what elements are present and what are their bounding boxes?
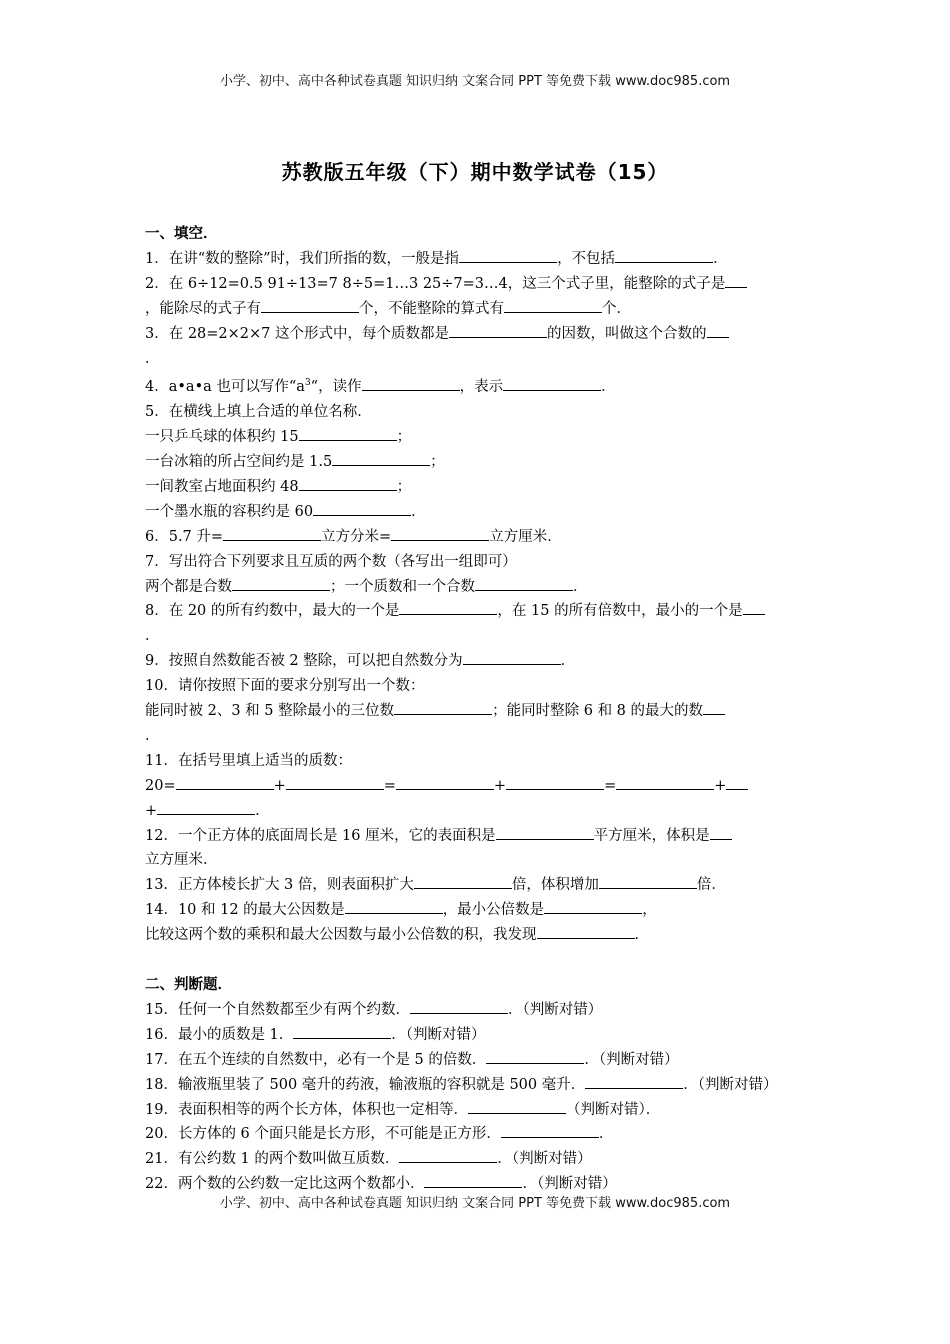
question-21: 21．有公约数 1 的两个数叫做互质数． ．（判断对错）: [145, 1147, 825, 1172]
answer-blank[interactable]: [362, 375, 460, 391]
question-2-cont: ，能除尽的式子有 个，不能整除的算式有 个．: [145, 297, 825, 322]
question-6: 6．5.7 升= 立方分米= 立方厘米．: [145, 525, 825, 550]
question-5a: 一只乒乓球的体积约 15 ；: [145, 425, 825, 450]
answer-blank[interactable]: [449, 322, 547, 338]
answer-blank[interactable]: [486, 1048, 584, 1064]
answer-blank[interactable]: [599, 873, 697, 889]
answer-blank[interactable]: [414, 873, 512, 889]
answer-blank[interactable]: [261, 297, 359, 313]
question-5c: 一间教室占地面积约 48 ；: [145, 475, 825, 500]
question-3-cont: ．: [145, 350, 160, 367]
answer-blank[interactable]: [345, 898, 443, 914]
answer-blank[interactable]: [726, 774, 748, 790]
question-22: 22．两个数的公约数一定比这两个数都小． ．（判断对错）: [145, 1172, 825, 1197]
question-17: 17．在五个连续的自然数中，必有一个是 5 的倍数． ．（判断对错）: [145, 1048, 825, 1073]
question-20: 20．长方体的 6 个面只能是长方形，不可能是正方形． ．: [145, 1122, 825, 1147]
question-1: 1．在讲“数的整除”时，我们所指的数，一般是指 ，不包括 ．: [145, 247, 825, 272]
answer-blank[interactable]: [399, 1147, 497, 1163]
question-12: 12．一个正方体的底面周长是 16 厘米，它的表面积是 平方厘米，体积是: [145, 824, 825, 849]
question-5: 5．在横线上填上合适的单位名称．: [145, 404, 372, 421]
question-13: 13．正方体棱长扩大 3 倍，则表面积扩大 倍，体积增加 倍．: [145, 873, 825, 898]
question-11: 11．在括号里填上适当的质数：: [145, 752, 352, 769]
answer-blank[interactable]: [616, 774, 714, 790]
answer-blank[interactable]: [332, 450, 430, 466]
answer-blank[interactable]: [299, 425, 397, 441]
question-14: 14．10 和 12 的最大公因数是 ，最小公倍数是 ，: [145, 898, 825, 923]
answer-blank[interactable]: [501, 1122, 599, 1138]
answer-blank[interactable]: [475, 575, 573, 591]
answer-blank[interactable]: [710, 824, 732, 840]
question-10: 10．请你按照下面的要求分别写出一个数：: [145, 678, 425, 695]
exam-content: [145, 222, 825, 1197]
answer-blank[interactable]: [463, 649, 561, 665]
question-3: 3．在 28=2×2×7 这个形式中，每个质数都是 的因数，叫做这个合数的: [145, 322, 825, 347]
answer-blank[interactable]: [506, 774, 604, 790]
question-5d: 一个墨水瓶的容积约是 60 ．: [145, 500, 825, 525]
answer-blank[interactable]: [394, 699, 492, 715]
question-7: 7．写出符合下列要求且互质的两个数（各写出一组即可）: [145, 553, 517, 570]
answer-blank[interactable]: [544, 898, 642, 914]
question-8-cont: ．: [145, 628, 160, 645]
answer-blank[interactable]: [223, 525, 321, 541]
question-11b: + ．: [145, 799, 825, 824]
question-14-cont: 比较这两个数的乘积和最大公因数与最小公倍数的积，我发现 ．: [145, 923, 825, 948]
question-19: 19．表面积相等的两个长方体，体积也一定相等． （判断对错）．: [145, 1098, 825, 1123]
answer-blank[interactable]: [725, 272, 747, 288]
answer-blank[interactable]: [707, 322, 729, 338]
question-15: 15．任何一个自然数都至少有两个约数． ．（判断对错）: [145, 998, 825, 1023]
answer-blank[interactable]: [496, 824, 594, 840]
answer-blank[interactable]: [743, 599, 765, 615]
section-heading: 一、填空．: [145, 226, 218, 242]
answer-blank[interactable]: [313, 500, 411, 516]
answer-blank[interactable]: [176, 774, 274, 790]
answer-blank[interactable]: [585, 1073, 683, 1089]
page-footer: 小学、初中、高中各种试卷真题 知识归纳 文案合同 PPT 等免费下载 www.doc985.com: [219, 1196, 731, 1211]
answer-blank[interactable]: [232, 575, 330, 591]
question-16: 16．最小的质数是 1． ．（判断对错）: [145, 1023, 825, 1048]
answer-blank[interactable]: [286, 774, 384, 790]
question-4: 4．a•a•a 也可以写作“$a^3“$，读作 ，表示 ．: [145, 371, 825, 400]
question-2: 2．在 6÷12=0.5 91÷13=7 8÷5=1…3 25÷7=3…4，这三个式子里，能整除的式子是: [145, 272, 825, 297]
answer-blank[interactable]: [468, 1098, 566, 1114]
answer-blank[interactable]: [504, 297, 602, 313]
answer-blank[interactable]: [299, 475, 397, 491]
answer-blank[interactable]: [391, 525, 489, 541]
question-5b: 一台冰箱的所占空间约是 1.5 ；: [145, 450, 825, 475]
question-8: 8．在 20 的所有约数中，最大的一个是 ，在 15 的所有倍数中，最小的一个是: [145, 599, 825, 624]
answer-blank[interactable]: [615, 247, 713, 263]
answer-blank[interactable]: [293, 1023, 391, 1039]
question-9: 9．按照自然数能否被 2 整除，可以把自然数分为 ．: [145, 649, 825, 674]
answer-blank[interactable]: [424, 1172, 522, 1188]
question-10a: 能同时被 2、3 和 5 整除最小的三位数 ；能同时整除 6 和 8 的最大的数: [145, 699, 825, 724]
question-7a: 两个都是合数 ；一个质数和一个合数 ．: [145, 575, 825, 600]
question-12-cont: 立方厘米．: [145, 852, 218, 869]
answer-blank[interactable]: [703, 699, 725, 715]
question-11a: 20= + = + = +: [145, 774, 825, 799]
page-header: 小学、初中、高中各种试卷真题 知识归纳 文案合同 PPT 等免费下载 www.doc985.com: [219, 74, 731, 89]
section-heading: 二、判断题．: [145, 977, 232, 993]
question-10-cont: ．: [145, 727, 160, 744]
answer-blank[interactable]: [503, 375, 601, 391]
answer-blank[interactable]: [157, 799, 255, 815]
answer-blank[interactable]: [396, 774, 494, 790]
answer-blank[interactable]: [537, 923, 635, 939]
answer-blank[interactable]: [410, 998, 508, 1014]
answer-blank[interactable]: [459, 247, 557, 263]
answer-blank[interactable]: [399, 599, 497, 615]
question-18: 18．输液瓶里装了 500 毫升的药液，输液瓶的容积就是 500 毫升． ．（判断对错）: [145, 1073, 825, 1098]
page-title: 苏教版五年级（下）期中数学试卷（15）: [281, 160, 669, 184]
